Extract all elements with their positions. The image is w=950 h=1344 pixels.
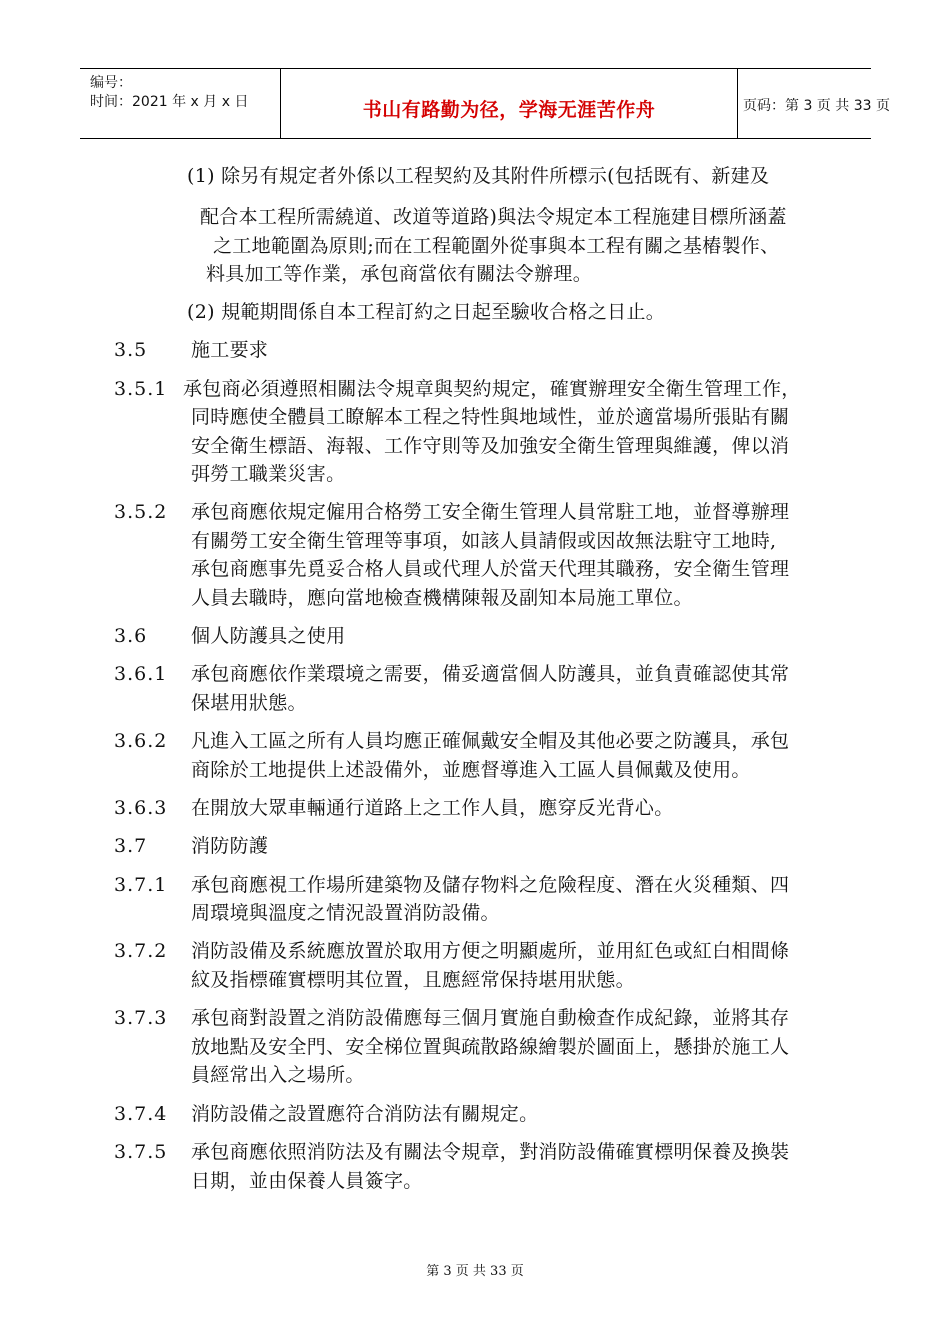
paragraph-line: 弭勞工職業災害。 (191, 463, 346, 485)
section-number: 3.5.1 (114, 378, 168, 400)
page-footer: 第 3 页 共 33 页 (426, 1264, 524, 1279)
section-number: 3.5.2 (114, 501, 168, 523)
paragraph-line: 同時應使全體員工瞭解本工程之特性與地域性，並於適當場所張貼有關 (191, 406, 790, 428)
section-number: 3.7.2 (114, 940, 168, 962)
section-heading: 消防防護 (191, 835, 269, 857)
paragraph-line: 商除於工地提供上述設備外，並應督導進入工區人員佩戴及使用。 (191, 759, 751, 781)
paragraph-line: 有關勞工安全衛生管理等事項，如該人員請假或因故無法駐守工地時, (191, 530, 777, 552)
paragraph-line: 紋及指標確實標明其位置，且應經常保持堪用狀態。 (191, 969, 635, 991)
header-page-label: 页码：第 3 页 共 33 页 (743, 98, 890, 114)
document-number-label: 编号： (90, 75, 132, 91)
section-number: 3.5 (114, 339, 148, 361)
section-number: 3.6 (114, 625, 148, 647)
paragraph-line: 承包商應視工作場所建築物及儲存物料之危險程度、潛在火災種類、四 (191, 874, 790, 896)
section-heading: 個人防護具之使用 (191, 625, 346, 647)
paragraph-line: 放地點及安全門、安全梯位置與疏散路線繪製於圖面上，懸掛於施工人 (191, 1036, 790, 1058)
paragraph-line: 消防設備及系統應放置於取用方便之明顯處所，並用紅色或紅白相間條 (191, 940, 790, 962)
header-meta-cell (80, 69, 280, 138)
paragraph-line: 保堪用狀態。 (191, 692, 307, 714)
paragraph-line: 在開放大眾車輛通行道路上之工作人員，應穿反光背心。 (191, 797, 674, 819)
paragraph-line: 人員去職時，應向當地檢查機構陳報及副知本局施工單位。 (191, 587, 693, 609)
paragraph-line: 承包商對設置之消防設備應每三個月實施自動檢查作成紀錄，並將其存 (191, 1007, 790, 1029)
page-header (80, 68, 890, 139)
paragraph-line: 員經常出入之場所。 (191, 1064, 365, 1086)
paragraph-line: 之工地範圍為原則;而在工程範圍外從事與本工程有關之基樁製作、 (213, 235, 780, 257)
section-heading: 施工要求 (191, 339, 269, 361)
section-number: 3.6.1 (114, 663, 168, 685)
section-number: 3.6.3 (114, 797, 168, 819)
paragraph-line: (1) 除另有規定者外係以工程契約及其附件所標示(包括既有、新建及 (187, 165, 770, 187)
header-motto-cell (280, 69, 738, 138)
section-number: 3.6.2 (114, 730, 168, 752)
paragraph-line: 周環境與溫度之情況設置消防設備。 (191, 902, 500, 924)
paragraph-line: 承包商必須遵照相關法令規章與契約規定，確實辦理安全衛生管理工作， (183, 378, 801, 400)
paragraph-line: 料具加工等作業，承包商當依有關法令辦理。 (206, 263, 593, 285)
section-number: 3.7 (114, 835, 148, 857)
paragraph-line: 承包商應依照消防法及有關法令規章，對消防設備確實標明保養及換裝 (191, 1141, 790, 1163)
paragraph-line: 承包商應依作業環境之需要，備妥適當個人防護具，並負責確認使其常 (191, 663, 790, 685)
section-number: 3.7.1 (114, 874, 168, 896)
header-motto: 书山有路勤为径，学海无涯苦作舟 (362, 99, 656, 121)
section-number: 3.7.5 (114, 1141, 168, 1163)
paragraph-line: 凡進入工區之所有人員均應正確佩戴安全帽及其他必要之防護具，承包 (191, 730, 790, 752)
paragraph-line: 配合本工程所需繞道、改道等道路)與法令規定本工程施建目標所涵蓋 (200, 206, 787, 228)
paragraph-line: (2) 規範期間係自本工程訂約之日起至驗收合格之日止。 (187, 301, 666, 323)
section-number: 3.7.3 (114, 1007, 168, 1029)
paragraph-line: 承包商應事先覓妥合格人員或代理人於當天代理其職務，安全衛生管理 (191, 558, 790, 580)
header-page-cell (737, 69, 890, 138)
paragraph-line: 日期，並由保養人員簽字。 (191, 1170, 423, 1192)
paragraph-line: 安全衛生標語、海報、工作守則等及加強安全衛生管理與維護，俾以消 (191, 435, 790, 457)
document-time-label: 时间：2021 年 x 月 x 日 (90, 94, 249, 110)
paragraph-line: 消防設備之設置應符合消防法有關規定。 (191, 1103, 539, 1125)
section-number: 3.7.4 (114, 1103, 168, 1125)
paragraph-line: 承包商應依規定僱用合格勞工安全衛生管理人員常駐工地，並督導辦理 (191, 501, 790, 523)
